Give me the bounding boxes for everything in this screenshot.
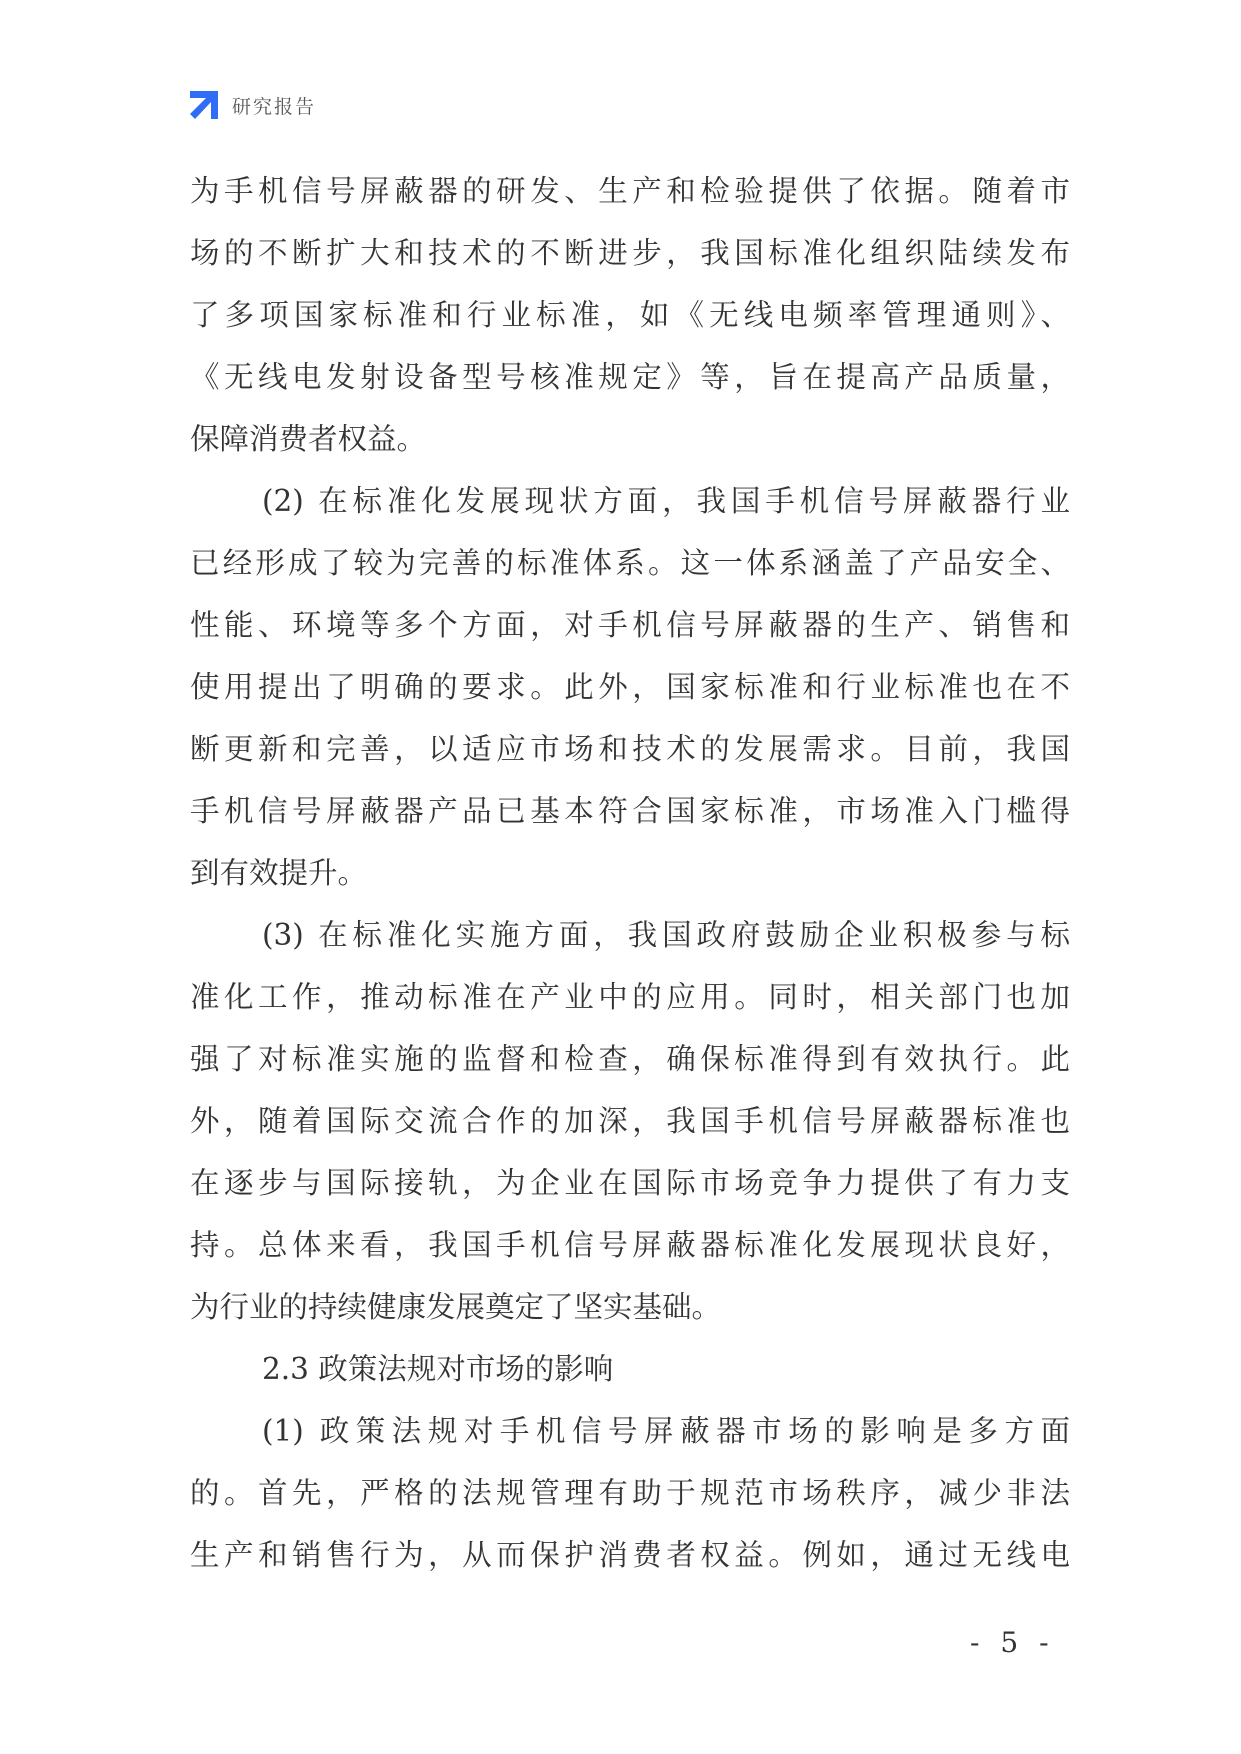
- paragraph: [190, 160, 1070, 470]
- text-line: 为手机信号屏蔽器的研发、生产和检验提供了依据。随着市: [190, 174, 1070, 208]
- text-line: 持。总体来看，我国手机信号屏蔽器标准化发展现状良好，: [190, 1228, 1070, 1262]
- text-line: 准化工作，推动标准在产业中的应用。同时，相关部门也加: [190, 980, 1070, 1014]
- document-body: [190, 160, 1070, 1586]
- text-line: 已经形成了较为完善的标准体系。这一体系涵盖了产品安全、: [190, 546, 1070, 580]
- text-line: 到有效提升。: [190, 856, 368, 890]
- text-line: 的。首先，严格的法规管理有助于规范市场秩序，减少非法: [190, 1476, 1070, 1510]
- text-line: 性能、环境等多个方面，对手机信号屏蔽器的生产、销售和: [190, 608, 1070, 642]
- arrow-up-right-icon: [188, 89, 220, 121]
- text-line: 了多项国家标准和行业标准，如《无线电频率管理通则》、: [190, 298, 1070, 332]
- page-number: - 5 -: [970, 1626, 1055, 1659]
- text-line: 《无线电发射设备型号核准规定》等，旨在提高产品质量，: [190, 360, 1070, 394]
- text-line: 强了对标准实施的监督和检查，确保标准得到有效执行。此: [190, 1042, 1070, 1076]
- text-line: (1) 政策法规对手机信号屏蔽器市场的影响是多方面: [262, 1414, 1070, 1448]
- text-line: 断更新和完善，以适应市场和技术的发展需求。目前，我国: [190, 732, 1070, 766]
- section-heading: 2.3 政策法规对市场的影响: [262, 1352, 614, 1386]
- text-line: (2) 在标准化发展现状方面，我国手机信号屏蔽器行业: [262, 484, 1070, 518]
- report-header: [188, 88, 316, 122]
- text-line: 保障消费者权益。: [190, 422, 427, 456]
- paragraph: [190, 1400, 1070, 1586]
- text-line: 外，随着国际交流合作的加深，我国手机信号屏蔽器标准也: [190, 1104, 1070, 1138]
- text-line: (3) 在标准化实施方面，我国政府鼓励企业积极参与标: [262, 918, 1070, 952]
- text-line: 手机信号屏蔽器产品已基本符合国家标准，市场准入门槛得: [190, 794, 1070, 828]
- text-line: 在逐步与国际接轨，为企业在国际市场竞争力提供了有力支: [190, 1166, 1070, 1200]
- text-line: 生产和销售行为，从而保护消费者权益。例如，通过无线电: [190, 1538, 1070, 1572]
- paragraph: [190, 470, 1070, 904]
- text-line: 为行业的持续健康发展奠定了坚实基础。: [190, 1290, 722, 1324]
- text-line: 场的不断扩大和技术的不断进步，我国标准化组织陆续发布: [190, 236, 1070, 270]
- header-title: 研究报告: [232, 95, 317, 118]
- text-line: 使用提出了明确的要求。此外，国家标准和行业标准也在不: [190, 670, 1070, 704]
- paragraph: [190, 904, 1070, 1338]
